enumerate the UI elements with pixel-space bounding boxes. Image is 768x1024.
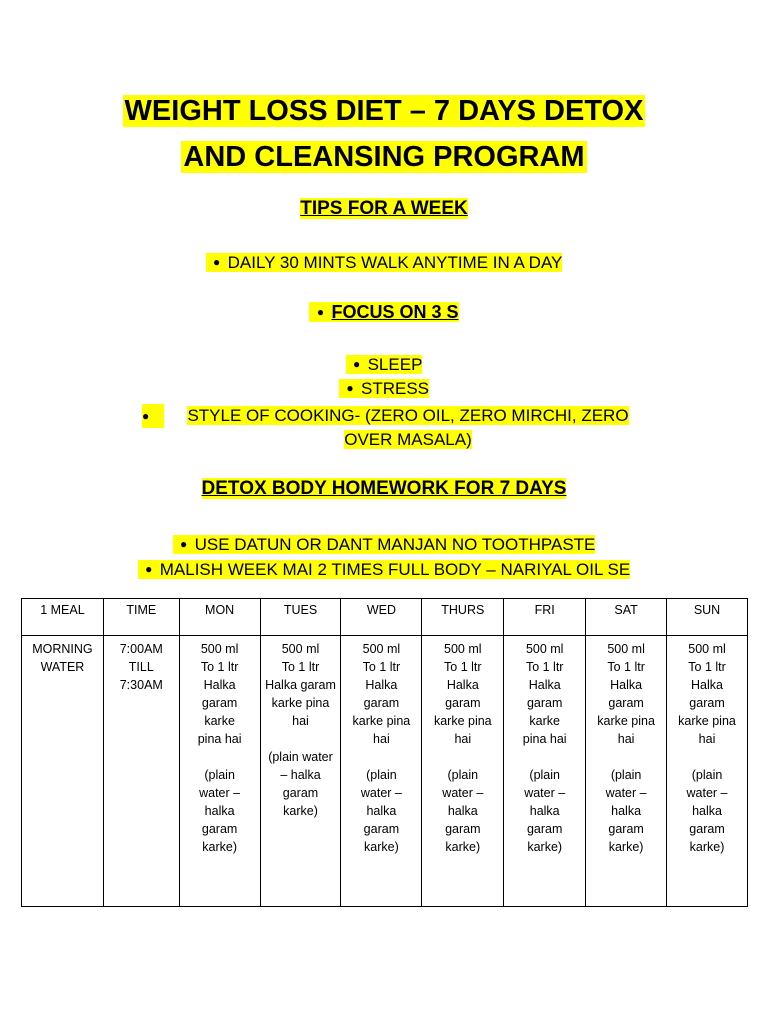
focus-item-cooking (142, 404, 662, 452)
homework-item-label: USE DATUN OR DANT MANJAN NO TOOTHPASTE (194, 535, 596, 554)
focus-item-stress (0, 379, 768, 399)
cell-thurs (422, 636, 504, 907)
homework-heading (0, 478, 768, 500)
focus-item-label: STYLE OF COOKING- (ZERO OIL, ZERO MIRCHI, ZERO OVER MASALA) (187, 406, 629, 449)
focus-item-label: STRESS (360, 379, 430, 398)
cell-time-text: 7:00AM TILL 7:30AM (119, 642, 163, 692)
header-cell-sat: SAT (586, 599, 667, 636)
bullet-icon: ● (346, 381, 354, 395)
bullet-icon: ● (213, 255, 221, 269)
homework-item-datun-text (173, 535, 596, 554)
walk-tip-text (206, 253, 563, 272)
cell-tues (260, 636, 341, 907)
header-cell-time: TIME (103, 599, 179, 636)
tips-heading-text: TIPS FOR A WEEK (300, 198, 468, 219)
bullet-icon: ● (179, 537, 188, 551)
cell-sat-text: 500 ml To 1 ltr Halka garam karke pina hai (plain water – halka garam karke) (597, 642, 655, 854)
header-cell-mon: MON (179, 599, 260, 636)
homework-item-malish-text (138, 560, 630, 579)
homework-heading-text: DETOX BODY HOMEWORK FOR 7 DAYS (201, 478, 567, 499)
cell-fri-text: 500 ml To 1 ltr Halka garam karke pina hai (plain water – halka garam karke) (522, 642, 567, 854)
cell-fri (504, 636, 586, 907)
cell-time (103, 636, 179, 907)
cell-mon (179, 636, 260, 907)
cell-sun (667, 636, 748, 907)
bullet-icon: ● (145, 562, 153, 576)
tips-heading (0, 198, 768, 220)
header-cell-fri: FRI (504, 599, 586, 636)
cell-sun-text: 500 ml To 1 ltr Halka garam karke pina hai (plain water – halka garam karke) (678, 642, 736, 854)
focus-item-cooking-text (166, 404, 650, 452)
cell-wed-text: 500 ml To 1 ltr Halka garam karke pina hai (plain water – halka garam karke) (352, 642, 411, 854)
title-line-1: WEIGHT LOSS DIET – 7 DAYS DETOX (124, 95, 644, 127)
focus-item-sleep-text (346, 355, 423, 374)
bullet-icon: ● (352, 357, 361, 371)
header-cell-sun: SUN (667, 599, 748, 636)
homework-item-datun (0, 535, 768, 555)
cell-meal (22, 636, 104, 907)
homework-item-malish (0, 560, 768, 580)
homework-item-label: MALISH WEEK MAI 2 TIMES FULL BODY – NARIYAL OIL SE (159, 560, 631, 579)
focus-item-stress-text (339, 379, 429, 398)
cell-sat (586, 636, 667, 907)
walk-tip (0, 253, 768, 273)
table-header-row (22, 599, 748, 636)
header-cell-wed: WED (341, 599, 422, 636)
cell-tues-text: 500 ml To 1 ltr Halka garam karke pina hai (plain water – halka garam karke) (265, 642, 336, 818)
cell-mon-text: 500 ml To 1 ltr Halka garam karke pina hai (plain water – halka garam karke) (197, 642, 242, 854)
title-line-2: AND CLEANSING PROGRAM (183, 141, 585, 173)
diet-plan-table (21, 598, 748, 907)
bullet-icon: ● (316, 305, 325, 319)
walk-tip-label: DAILY 30 MINTS WALK ANYTIME IN A DAY (227, 253, 563, 272)
cell-thurs-text: 500 ml To 1 ltr Halka garam karke pina hai (plain water – halka garam karke) (433, 642, 492, 854)
focus-heading (0, 302, 768, 323)
focus-item-sleep (0, 355, 768, 375)
focus-item-label: SLEEP (367, 355, 423, 374)
cell-wed (341, 636, 422, 907)
document-title (0, 88, 768, 180)
header-cell-tues: TUES (260, 599, 341, 636)
header-cell-meal: 1 MEAL (22, 599, 104, 636)
header-cell-thurs: THURS (422, 599, 504, 636)
cell-meal-text: MORNING WATER (32, 642, 93, 674)
bullet-icon: ● (142, 404, 164, 428)
focus-heading-label: FOCUS ON 3 S (331, 302, 459, 322)
focus-heading-text (309, 302, 458, 322)
table-row (22, 636, 748, 907)
